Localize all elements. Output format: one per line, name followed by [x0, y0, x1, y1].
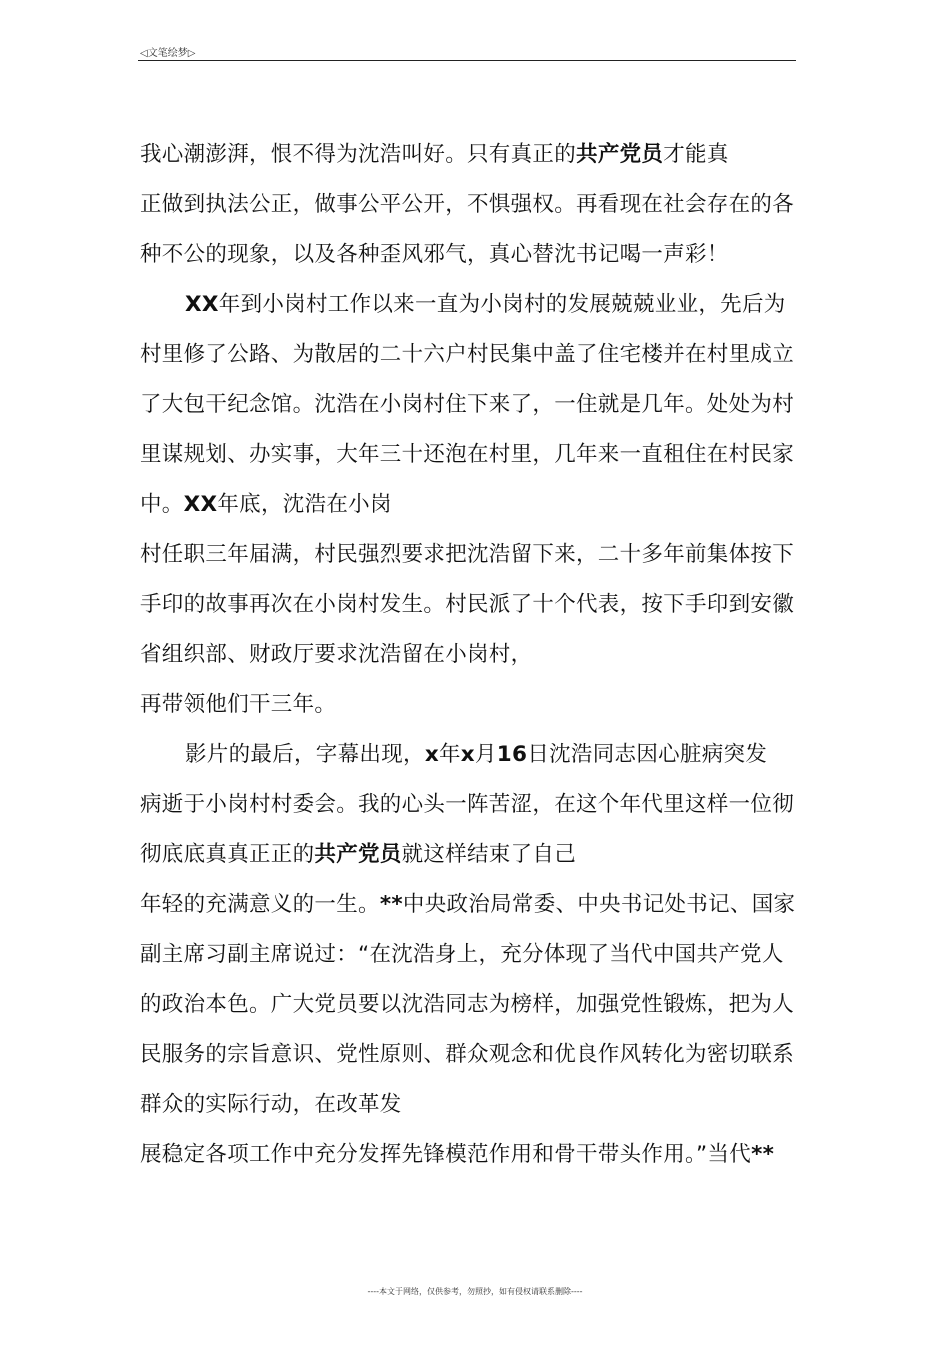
- text-segment: 影片的最后，字幕出现，: [185, 742, 425, 767]
- bold-text-segment: 共产党员: [576, 142, 664, 167]
- text-line: [140, 140, 729, 170]
- text-segment: 了大包干纪念馆。沈浩在小岗村住下来了，一住就是几年。处处为村: [140, 392, 795, 417]
- text-line: [140, 1040, 794, 1070]
- text-line: [140, 940, 784, 970]
- text-segment: 村任职三年届满，村民强烈要求把沈浩留下来，二十多年前集体按下: [140, 542, 795, 567]
- text-line: [140, 690, 336, 720]
- text-segment: 村里修了公路、为散居的二十六户村民集中盖了住宅楼并在村里成立: [140, 342, 795, 367]
- text-segment: 年到小岗村工作以来一直为小岗村的发展兢兢业业，先后为: [218, 292, 786, 317]
- text-line: [185, 740, 767, 770]
- text-segment: 展稳定各项工作中充分发挥先锋模范作用和骨干带头作用。”当代: [140, 1142, 752, 1167]
- text-line: [140, 490, 392, 520]
- bold-text-segment: XX: [185, 292, 219, 317]
- text-segment: 中。: [140, 492, 184, 517]
- header-rule: [138, 60, 796, 61]
- text-line: [140, 190, 794, 220]
- bold-text-segment: **: [379, 892, 403, 917]
- text-segment: 病逝于小岗村村委会。我的心头一阵苦涩，在这个年代里这样一位彻: [140, 792, 795, 817]
- text-segment: 省组织部、财政厅要求沈浩留在小岗村，: [140, 642, 533, 667]
- text-line: [140, 640, 532, 670]
- text-segment: 彻底底真真正正的: [140, 842, 315, 867]
- text-line: [140, 440, 794, 470]
- text-line: [140, 990, 794, 1020]
- bold-text-segment: **: [751, 1142, 775, 1167]
- text-segment: 年: [438, 742, 461, 767]
- page-header: ◁文笔绘梦▷: [140, 48, 196, 59]
- text-line: [140, 540, 794, 570]
- text-segment: 月: [474, 742, 497, 767]
- text-segment: 中央政治局常委、中央书记处书记、国家: [402, 892, 796, 917]
- bold-text-segment: x: [424, 742, 439, 767]
- text-segment: 里谋规划、办实事，大年三十还泡在村里，几年来一直租住在村民家: [140, 442, 795, 467]
- text-line: [140, 840, 576, 870]
- text-segment: 的政治本色。广大党员要以沈浩同志为榜样，加强党性锻炼，把为人: [140, 992, 795, 1017]
- text-line: [140, 1090, 402, 1120]
- bold-text-segment: 16: [496, 742, 528, 767]
- text-segment: 才能真: [663, 142, 729, 167]
- text-line: [140, 890, 795, 920]
- text-line: [140, 790, 794, 820]
- text-line: [140, 390, 794, 420]
- text-segment: 日沈浩同志因心脏病突发: [527, 742, 768, 767]
- bold-text-segment: XX: [183, 492, 218, 517]
- text-segment: 就这样结束了自己: [401, 842, 577, 867]
- text-segment: 手印的故事再次在小岗村发生。村民派了十个代表，按下手印到安徽: [140, 592, 795, 617]
- text-segment: 年轻的充满意义的一生。: [140, 892, 380, 917]
- text-line: [140, 340, 794, 370]
- text-line: [185, 290, 786, 320]
- text-segment: 年底，沈浩在小岗: [217, 492, 392, 517]
- text-segment: 群众的实际行动，在改革发: [140, 1092, 402, 1117]
- text-line: [140, 240, 729, 270]
- text-segment: 种不公的现象，以及各种歪风邪气，真心替沈书记喝一声彩！: [140, 242, 729, 267]
- page-footer: ----本文于网络，仅供参考，勿照抄，如有侵权请联系删除----: [367, 1287, 583, 1296]
- text-segment: 我心潮澎湃，恨不得为沈浩叫好。只有真正的: [140, 142, 577, 167]
- bold-text-segment: x: [460, 742, 475, 767]
- bold-text-segment: 共产党员: [314, 842, 402, 867]
- text-line: [140, 1140, 774, 1170]
- text-segment: 再带领他们干三年。: [140, 692, 337, 717]
- text-segment: 副主席习副主席说过：“在沈浩身上，充分体现了当代中国共产党人: [140, 942, 784, 967]
- text-segment: 民服务的宗旨意识、党性原则、群众观念和优良作风转化为密切联系: [140, 1042, 795, 1067]
- text-line: [140, 590, 794, 620]
- text-segment: 正做到执法公正，做事公平公开，不惧强权。再看现在社会存在的各: [140, 192, 795, 217]
